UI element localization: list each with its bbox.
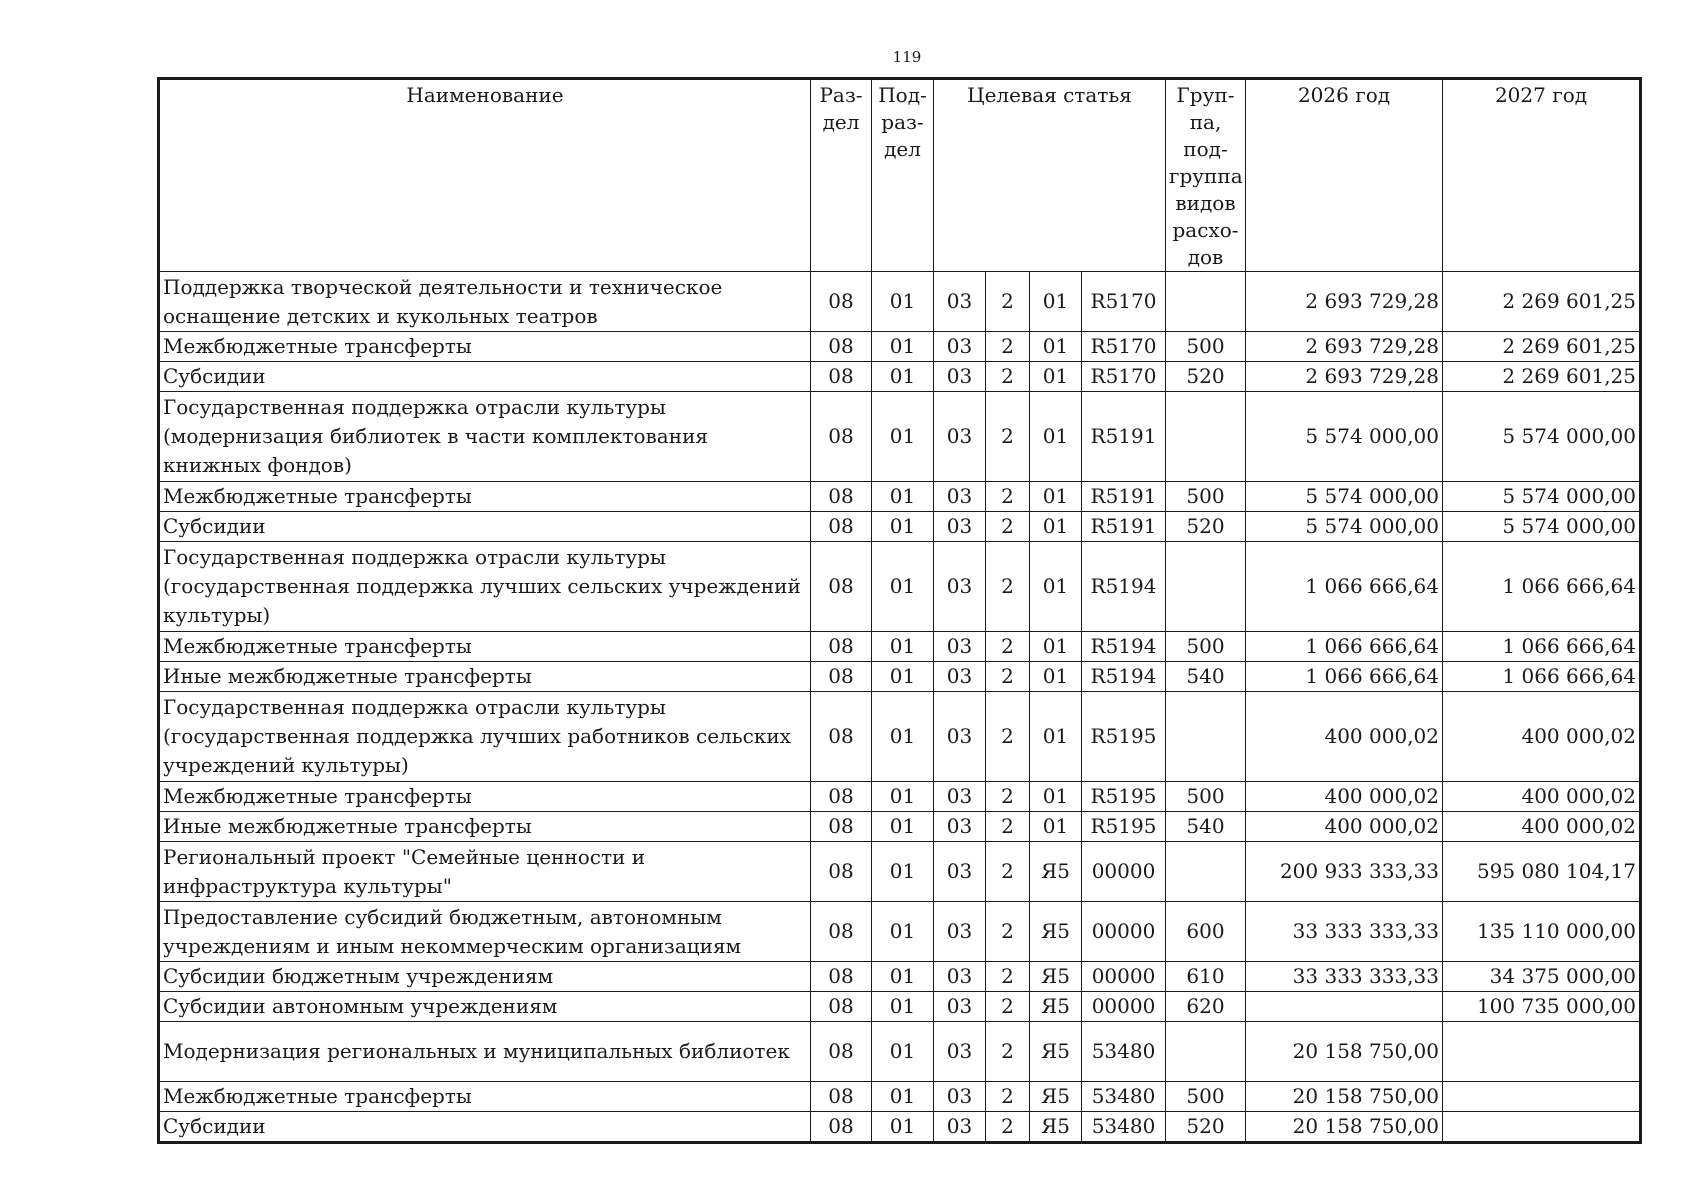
- cell-target-element: Я5: [1030, 1112, 1082, 1143]
- cell-target-program: 03: [934, 1082, 986, 1112]
- cell-year-2027: 595 080 104,17: [1443, 842, 1641, 902]
- cell-target-element: 01: [1030, 662, 1082, 692]
- page-number: 119: [892, 48, 922, 66]
- cell-target-subprogram: 2: [986, 812, 1030, 842]
- cell-year-2027: 1 066 666,64: [1443, 542, 1641, 632]
- cell-target-subprogram: 2: [986, 482, 1030, 512]
- budget-table: [157, 77, 1642, 1144]
- cell-group: 540: [1166, 812, 1246, 842]
- cell-razdel: 08: [811, 1082, 872, 1112]
- cell-group: 610: [1166, 962, 1246, 992]
- cell-target-program: 03: [934, 512, 986, 542]
- cell-year-2026: 400 000,02: [1246, 692, 1443, 782]
- cell-razdel: 08: [811, 692, 872, 782]
- cell-target-direction: 00000: [1082, 992, 1166, 1022]
- table-row: [159, 272, 1641, 332]
- cell-podrazdel: 01: [872, 332, 934, 362]
- cell-target-subprogram: 2: [986, 1082, 1030, 1112]
- table-row: [159, 782, 1641, 812]
- cell-target-element: Я5: [1030, 902, 1082, 962]
- cell-razdel: 08: [811, 902, 872, 962]
- cell-name: Межбюджетные трансферты: [159, 332, 811, 362]
- cell-target-element: 01: [1030, 512, 1082, 542]
- table-row: [159, 482, 1641, 512]
- cell-target-element: 01: [1030, 482, 1082, 512]
- cell-name: Субсидии автономным учреждениям: [159, 992, 811, 1022]
- cell-name: Межбюджетные трансферты: [159, 632, 811, 662]
- cell-target-program: 03: [934, 782, 986, 812]
- header-group: Груп-па, под-группа видов расхо-дов: [1166, 79, 1246, 272]
- cell-year-2027: 400 000,02: [1443, 812, 1641, 842]
- cell-name: Поддержка творческой деятельности и техническое оснащение детских и кукольных театров: [159, 272, 811, 332]
- cell-year-2027: 2 269 601,25: [1443, 362, 1641, 392]
- cell-year-2026: 20 158 750,00: [1246, 1082, 1443, 1112]
- cell-group: [1166, 272, 1246, 332]
- cell-year-2027: 1 066 666,64: [1443, 662, 1641, 692]
- cell-target-direction: R5195: [1082, 692, 1166, 782]
- cell-year-2026: 2 693 729,28: [1246, 332, 1443, 362]
- cell-group: 520: [1166, 1112, 1246, 1143]
- cell-target-direction: R5191: [1082, 482, 1166, 512]
- cell-year-2026: 33 333 333,33: [1246, 962, 1443, 992]
- cell-razdel: 08: [811, 662, 872, 692]
- cell-year-2026: 200 933 333,33: [1246, 842, 1443, 902]
- cell-target-direction: 00000: [1082, 962, 1166, 992]
- cell-target-element: Я5: [1030, 1082, 1082, 1112]
- cell-year-2027: 400 000,02: [1443, 692, 1641, 782]
- cell-target-direction: 00000: [1082, 842, 1166, 902]
- cell-target-program: 03: [934, 962, 986, 992]
- cell-target-direction: R5191: [1082, 392, 1166, 482]
- cell-razdel: 08: [811, 1112, 872, 1143]
- cell-target-subprogram: 2: [986, 902, 1030, 962]
- table-row: [159, 992, 1641, 1022]
- cell-target-direction: 53480: [1082, 1112, 1166, 1143]
- cell-podrazdel: 01: [872, 512, 934, 542]
- cell-year-2027: 5 574 000,00: [1443, 512, 1641, 542]
- cell-razdel: 08: [811, 782, 872, 812]
- cell-target-subprogram: 2: [986, 542, 1030, 632]
- cell-target-program: 03: [934, 692, 986, 782]
- cell-group: 540: [1166, 662, 1246, 692]
- cell-target-subprogram: 2: [986, 332, 1030, 362]
- table-body: [159, 272, 1641, 1143]
- cell-target-element: 01: [1030, 332, 1082, 362]
- cell-group: 520: [1166, 362, 1246, 392]
- cell-target-direction: R5194: [1082, 542, 1166, 632]
- cell-group: [1166, 542, 1246, 632]
- table-row: [159, 962, 1641, 992]
- cell-year-2027: 400 000,02: [1443, 782, 1641, 812]
- cell-name: Региональный проект "Семейные ценности и инфраструктура культуры": [159, 842, 811, 902]
- cell-podrazdel: 01: [872, 362, 934, 392]
- cell-year-2026: 2 693 729,28: [1246, 272, 1443, 332]
- cell-razdel: 08: [811, 512, 872, 542]
- cell-target-subprogram: 2: [986, 1022, 1030, 1082]
- cell-group: 620: [1166, 992, 1246, 1022]
- cell-target-direction: R5195: [1082, 782, 1166, 812]
- cell-target-program: 03: [934, 272, 986, 332]
- cell-group: 500: [1166, 1082, 1246, 1112]
- table-row: [159, 332, 1641, 362]
- cell-razdel: 08: [811, 962, 872, 992]
- cell-name: Модернизация региональных и муниципальных библиотек: [159, 1022, 811, 1082]
- cell-name: Субсидии: [159, 362, 811, 392]
- cell-target-direction: R5194: [1082, 632, 1166, 662]
- cell-target-program: 03: [934, 392, 986, 482]
- cell-year-2027: 5 574 000,00: [1443, 392, 1641, 482]
- cell-target-subprogram: 2: [986, 992, 1030, 1022]
- cell-group: 500: [1166, 332, 1246, 362]
- cell-group: [1166, 842, 1246, 902]
- cell-name: Иные межбюджетные трансферты: [159, 812, 811, 842]
- cell-name: Межбюджетные трансферты: [159, 1082, 811, 1112]
- cell-year-2026: 20 158 750,00: [1246, 1022, 1443, 1082]
- cell-year-2027: [1443, 1112, 1641, 1143]
- cell-year-2026: [1246, 992, 1443, 1022]
- cell-podrazdel: 01: [872, 842, 934, 902]
- cell-name: Государственная поддержка отрасли культуры (модернизация библиотек в части комплектования книжных фондов): [159, 392, 811, 482]
- cell-target-element: 01: [1030, 692, 1082, 782]
- cell-target-program: 03: [934, 362, 986, 392]
- cell-target-program: 03: [934, 812, 986, 842]
- cell-razdel: 08: [811, 542, 872, 632]
- cell-name: Государственная поддержка отрасли культуры (государственная поддержка лучших работников сельских учреждений культуры): [159, 692, 811, 782]
- cell-podrazdel: 01: [872, 482, 934, 512]
- cell-target-element: 01: [1030, 272, 1082, 332]
- table-row: [159, 662, 1641, 692]
- header-razdel: Раз-дел: [811, 79, 872, 272]
- cell-podrazdel: 01: [872, 632, 934, 662]
- cell-podrazdel: 01: [872, 692, 934, 782]
- cell-razdel: 08: [811, 1022, 872, 1082]
- cell-target-direction: 53480: [1082, 1022, 1166, 1082]
- table-row: [159, 812, 1641, 842]
- cell-year-2026: 1 066 666,64: [1246, 662, 1443, 692]
- cell-target-element: Я5: [1030, 992, 1082, 1022]
- header-year-2026: 2026 год: [1246, 79, 1443, 272]
- cell-razdel: 08: [811, 332, 872, 362]
- table-row: [159, 842, 1641, 902]
- cell-target-subprogram: 2: [986, 272, 1030, 332]
- cell-target-direction: R5194: [1082, 662, 1166, 692]
- cell-target-direction: R5191: [1082, 512, 1166, 542]
- cell-name: Субсидии: [159, 1112, 811, 1143]
- cell-razdel: 08: [811, 812, 872, 842]
- cell-target-element: 01: [1030, 542, 1082, 632]
- header-year-2027: 2027 год: [1443, 79, 1641, 272]
- cell-year-2026: 1 066 666,64: [1246, 632, 1443, 662]
- cell-podrazdel: 01: [872, 662, 934, 692]
- cell-year-2026: 5 574 000,00: [1246, 482, 1443, 512]
- header-podrazdel: Под-раз-дел: [872, 79, 934, 272]
- cell-group: 500: [1166, 632, 1246, 662]
- table-row: [159, 1082, 1641, 1112]
- cell-target-program: 03: [934, 662, 986, 692]
- cell-target-subprogram: 2: [986, 392, 1030, 482]
- cell-target-subprogram: 2: [986, 632, 1030, 662]
- cell-podrazdel: 01: [872, 272, 934, 332]
- cell-name: Субсидии бюджетным учреждениям: [159, 962, 811, 992]
- cell-year-2027: 100 735 000,00: [1443, 992, 1641, 1022]
- cell-group: [1166, 1022, 1246, 1082]
- cell-target-program: 03: [934, 992, 986, 1022]
- cell-year-2026: 1 066 666,64: [1246, 542, 1443, 632]
- cell-target-program: 03: [934, 842, 986, 902]
- cell-razdel: 08: [811, 392, 872, 482]
- cell-year-2026: 400 000,02: [1246, 812, 1443, 842]
- table-row: [159, 512, 1641, 542]
- cell-target-element: 01: [1030, 632, 1082, 662]
- cell-name: Межбюджетные трансферты: [159, 482, 811, 512]
- cell-podrazdel: 01: [872, 812, 934, 842]
- cell-year-2026: 5 574 000,00: [1246, 512, 1443, 542]
- cell-name: Межбюджетные трансферты: [159, 782, 811, 812]
- cell-group: [1166, 392, 1246, 482]
- cell-year-2027: [1443, 1022, 1641, 1082]
- cell-year-2026: 2 693 729,28: [1246, 362, 1443, 392]
- cell-podrazdel: 01: [872, 392, 934, 482]
- cell-year-2026: 5 574 000,00: [1246, 392, 1443, 482]
- cell-target-direction: R5195: [1082, 812, 1166, 842]
- cell-year-2026: 33 333 333,33: [1246, 902, 1443, 962]
- table-row: [159, 542, 1641, 632]
- cell-target-program: 03: [934, 1022, 986, 1082]
- cell-target-subprogram: 2: [986, 692, 1030, 782]
- table-row: [159, 362, 1641, 392]
- cell-target-program: 03: [934, 902, 986, 962]
- cell-year-2027: 135 110 000,00: [1443, 902, 1641, 962]
- cell-target-subprogram: 2: [986, 362, 1030, 392]
- header-name: Наименование: [159, 79, 811, 272]
- cell-group: 500: [1166, 782, 1246, 812]
- cell-target-program: 03: [934, 1112, 986, 1143]
- cell-target-program: 03: [934, 542, 986, 632]
- cell-target-element: 01: [1030, 782, 1082, 812]
- cell-year-2027: 2 269 601,25: [1443, 332, 1641, 362]
- cell-target-subprogram: 2: [986, 962, 1030, 992]
- cell-razdel: 08: [811, 842, 872, 902]
- cell-podrazdel: 01: [872, 992, 934, 1022]
- cell-target-program: 03: [934, 632, 986, 662]
- cell-name: Предоставление субсидий бюджетным, автономным учреждениям и иным некоммерческим организациям: [159, 902, 811, 962]
- cell-podrazdel: 01: [872, 962, 934, 992]
- cell-year-2027: 2 269 601,25: [1443, 272, 1641, 332]
- cell-razdel: 08: [811, 272, 872, 332]
- cell-podrazdel: 01: [872, 1112, 934, 1143]
- table-row: [159, 632, 1641, 662]
- cell-year-2027: 34 375 000,00: [1443, 962, 1641, 992]
- cell-name: Государственная поддержка отрасли культуры (государственная поддержка лучших сельских учреждений культуры): [159, 542, 811, 632]
- table-row: [159, 902, 1641, 962]
- cell-podrazdel: 01: [872, 1022, 934, 1082]
- cell-target-direction: R5170: [1082, 362, 1166, 392]
- cell-podrazdel: 01: [872, 1082, 934, 1112]
- cell-podrazdel: 01: [872, 782, 934, 812]
- cell-razdel: 08: [811, 632, 872, 662]
- header-row: [159, 79, 1641, 272]
- cell-target-direction: R5170: [1082, 272, 1166, 332]
- cell-year-2027: 1 066 666,64: [1443, 632, 1641, 662]
- cell-name: Иные межбюджетные трансферты: [159, 662, 811, 692]
- cell-group: 600: [1166, 902, 1246, 962]
- cell-target-element: Я5: [1030, 962, 1082, 992]
- cell-podrazdel: 01: [872, 902, 934, 962]
- cell-target-subprogram: 2: [986, 512, 1030, 542]
- cell-podrazdel: 01: [872, 542, 934, 632]
- cell-target-subprogram: 2: [986, 662, 1030, 692]
- cell-target-program: 03: [934, 332, 986, 362]
- cell-target-subprogram: 2: [986, 782, 1030, 812]
- cell-year-2027: [1443, 1082, 1641, 1112]
- cell-name: Субсидии: [159, 512, 811, 542]
- table-row: [159, 392, 1641, 482]
- cell-razdel: 08: [811, 362, 872, 392]
- cell-razdel: 08: [811, 482, 872, 512]
- cell-year-2026: 20 158 750,00: [1246, 1112, 1443, 1143]
- table-row: [159, 1022, 1641, 1082]
- cell-target-element: 01: [1030, 812, 1082, 842]
- table-row: [159, 1112, 1641, 1143]
- cell-target-direction: R5170: [1082, 332, 1166, 362]
- cell-year-2026: 400 000,02: [1246, 782, 1443, 812]
- cell-target-element: Я5: [1030, 842, 1082, 902]
- cell-year-2027: 5 574 000,00: [1443, 482, 1641, 512]
- cell-target-subprogram: 2: [986, 842, 1030, 902]
- cell-target-subprogram: 2: [986, 1112, 1030, 1143]
- cell-target-program: 03: [934, 482, 986, 512]
- cell-razdel: 08: [811, 992, 872, 1022]
- table-row: [159, 692, 1641, 782]
- cell-target-element: 01: [1030, 392, 1082, 482]
- cell-target-direction: 00000: [1082, 902, 1166, 962]
- cell-group: 500: [1166, 482, 1246, 512]
- cell-group: [1166, 692, 1246, 782]
- cell-group: 520: [1166, 512, 1246, 542]
- cell-target-direction: 53480: [1082, 1082, 1166, 1112]
- header-target: Целевая статья: [934, 79, 1166, 272]
- cell-target-element: 01: [1030, 362, 1082, 392]
- cell-target-element: Я5: [1030, 1022, 1082, 1082]
